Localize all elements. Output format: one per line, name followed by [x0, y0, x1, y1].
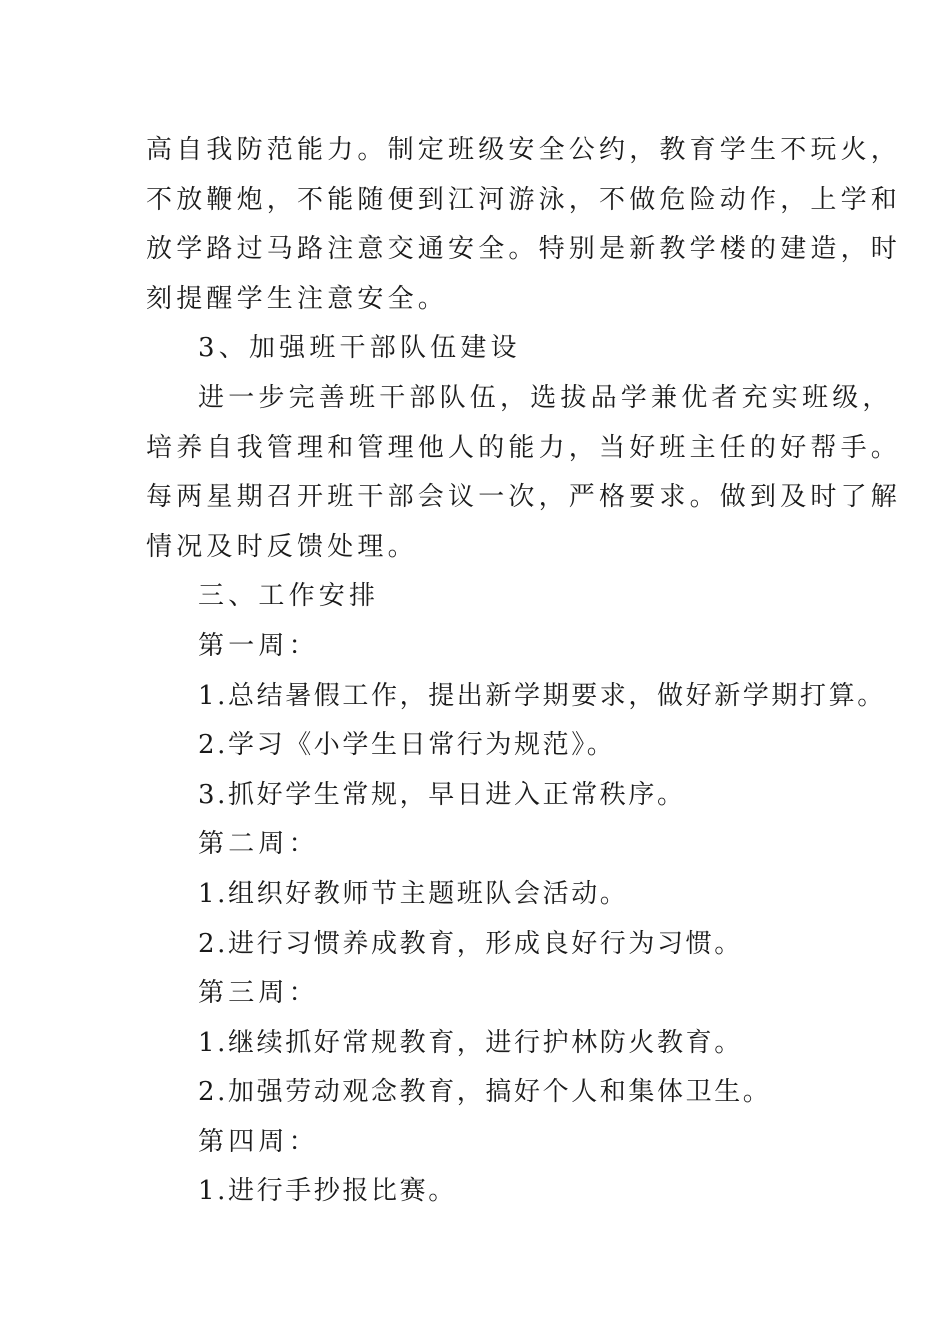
- list-item: 2.进行习惯养成教育，形成良好行为习惯。: [198, 928, 743, 959]
- section-heading: 三、工作安排: [198, 581, 380, 612]
- paragraph-line: 放学路过马路注意交通安全。特别是新教学楼的建造，时: [146, 234, 902, 265]
- week-heading: 第一周：: [198, 630, 319, 661]
- week-heading: 第二周：: [198, 829, 319, 860]
- paragraph-line: 进一步完善班干部队伍，选拔品学兼优者充实班级，: [198, 382, 893, 413]
- document-body: [146, 126, 902, 1217]
- paragraph-line: 每两星期召开班干部会议一次，严格要求。做到及时了解: [146, 482, 902, 513]
- paragraph-line: 情况及时反馈处理。: [146, 531, 418, 562]
- paragraph-line: 不放鞭炮，不能随便到江河游泳，不做危险动作，上学和: [146, 184, 902, 215]
- paragraph-line: 培养自我管理和管理他人的能力，当好班主任的好帮手。: [146, 432, 902, 463]
- week-heading: 第三周：: [198, 978, 319, 1009]
- paragraph-line: 高自我防范能力。制定班级安全公约，教育学生不玩火，: [146, 135, 902, 165]
- list-item: 1.继续抓好常规教育，进行护林防火教育。: [198, 1027, 743, 1058]
- paragraph-line: 刻提醒学生注意安全。: [146, 283, 449, 314]
- list-item: 3.抓好学生常规，早日进入正常秩序。: [198, 779, 686, 810]
- list-item: 1.进行手抄报比赛。: [198, 1176, 457, 1207]
- list-item: 1.总结暑假工作，提出新学期要求，做好新学期打算。: [198, 680, 886, 711]
- list-item: 1.组织好教师节主题班队会活动。: [198, 878, 629, 909]
- section-heading: 3、加强班干部队伍建设: [198, 333, 521, 364]
- week-heading: 第四周：: [198, 1126, 319, 1157]
- list-item: 2.学习《小学生日常行为规范》。: [198, 730, 616, 761]
- list-item: 2.加强劳动观念教育，搞好个人和集体卫生。: [198, 1077, 772, 1108]
